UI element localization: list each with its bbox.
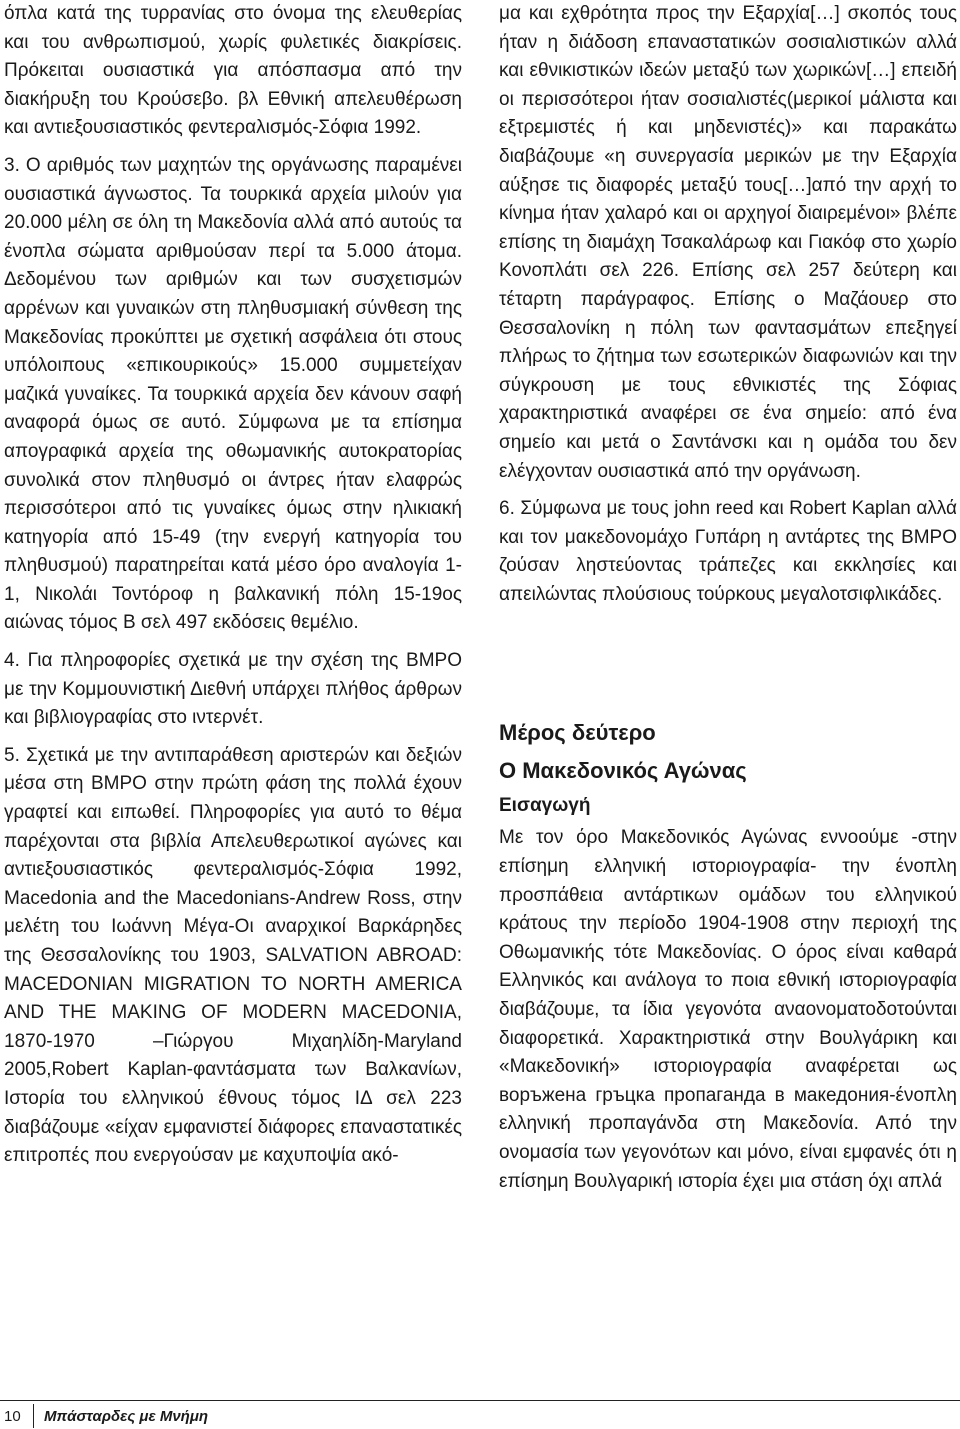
intro-paragraph: Με τον όρο Μακεδονικός Αγώνας εννοούμε -στην επίσημη ελληνική ιστοριογραφία- την ένοπλη προσπάθεια αντάρτικων ομάδων του ελληνικού κράτους την περίοδο 1904-1908 στην περιοχή της Οθωμανικής τότε Μακεδονίας. Ο όρος είναι καθαρά Ελληνικός και ανάλογα το ποια εθνική ιστοριογραφία διαβάζουμε, τα ίδια γεγονότα αναονοματοδοτούνται διαφορετικά. Χαρακτηριστικά στην Βουλγάρικη και «Μακεδονική» ιστοριογραφία αναφέρεται ως воръжена гръцка пропаганда в македония-ένοπλη ελληνική προπαγάνδα στη Μακεδονία. Από την ονομασία των γεγονότων και μόνο, είναι εμφανές ότι η επίσημη Βουλγαρική ιστορία έχει μια στάση όχι απλά xyxy=(499,827,957,1192)
paragraph-footnote-6: 6. Σύμφωνα με τους john reed και Robert Kaplan αλλά και τον μακεδονομάχο Γυπάρη η αντάρτες της ΒΜΡΟ ζούσαν ληστεύοντας τράπεζες και εκκλησίες και απειλώντας πλούσιους τούρκους μεγαλοτσιφλικάδες. xyxy=(499,498,957,605)
section-title: Ο Μακεδονικός Αγώνας xyxy=(499,758,747,784)
paragraph-footnote-3: 3. Ο αριθμός των μαχητών της οργάνωσης παραμένει ουσιαστικά άγνωστος. Τα τουρκικά αρχεία μιλούν για 20.000 μέλη σε όλη τη Μακεδονία αλλά από αυτούς τα ένοπλα σώματα αριθμούσαν περί τα 5.000 άτομα. Δεδομένου των αριθμών και των συσχετισμών αρρένων και γυναικών στη πληθυσμιακή σύνθεση της Μακεδονίας προκύπτει με σχετική ασφάλεια ότι στους υπόλοιπους «επικουρικούς» 15.000 συμμετείχαν μαζικά γυναίκες. Τα τουρκικά αρχεία δεν κάνουν σαφή αναφορά όμως σε αυτό. Σύμφωνα με τα επίσημα απογραφικά αρχεία της οθωμανικής αυτοκρατορίας συνολικά στον πληθυσμό οι άντρες ήταν ελαφρώς περισσότεροι από τις γυναίκες όμως στην ηλικιακή κατηγορία από 15-49 (την ενεργή κατηγορία του πληθυσμού) παρατηρείται κατά μέσο όρο αναλογία 1-1, Νικολάι Τοντόροφ η βαλκανική πόλη 15-19ος αιώνας τόμος Β σελ 497 εκδόσεις θεμέλιο. xyxy=(4,154,462,634)
footer-separator xyxy=(33,1404,34,1428)
right-column xyxy=(499,0,957,1205)
footer-divider xyxy=(0,1400,960,1401)
left-column xyxy=(4,0,462,1180)
paragraph-footnote-5: 5. Σχετικά με την αντιπαράθεση αριστερών και δεξιών μέσα στη ΒΜΡΟ στην πρώτη φάση της πολλά έχουν γραφτεί και ειπωθεί. Πληροφορίες για αυτό το θέμα παρέχονται στα βιβλία Απελευθερωτικοί αγώνες και αντιεξουσιαστικός φεντεραλισμός-Σόφια 1992, Macedonia and the Macedonians-Andrew Ross, στην μελέτη του Ιωάννη Μέγα-Οι αναρχικοί Βαρκάρηδες της Θεσσαλονίκης του 1903, SALVATION ABROAD: MACEDONIAN MIGRATION TO NORTH AMERICA AND THE MAKING OF MODERN MACEDONIA, 1870-1970 –Γιώργου Μιχαηλίδη-Maryland 2005,Robert Kaplan-φαντάσματα των Βαλκανίων, Ιστορία του ελληνικού έθνους τόμος ΙΔ σελ 223 διαβάζουμε «είχαν εμφανιστεί διάφορες επαναστατικές επιτροπές που ενεργούσαν με καχυποψία ακό- xyxy=(4,744,462,1167)
subheading: Εισαγωγή xyxy=(499,795,591,817)
page-number: 10 xyxy=(4,1408,21,1425)
paragraph-footnote-5-continued: μα και εχθρότητα προς την Εξαρχία[…] σκοπός τους ήταν η διάδοση επαναστατικών σοσιαλιστικών αλλά και εθνικιστικών ιδεών μεταξύ των χωρικών[…] επειδή οι περισσότεροι ήταν σοσιαλιστές(μερικοί μάλιστα και εξτρεμιστές ή και μηδενιστές)» και παρακάτω διαβάζουμε «η συνεργασία μερικών με την Εξαρχία αύξησε τις διαφορές μεταξύ τους[…]από την αρχή το κίνημα ήταν χαλαρό και οι αρχηγοί διαιρεμένοι» βλέπε επίσης τη διαμάχη Τσακαλάρωφ και Γιακόφ στο χωρίο Κονοπλάτι σελ 226. Επίσης σελ 257 δεύτερη και τέταρτη παράγραφος. Επίσης ο Μαζάουερ στο Θεσσαλονίκη η πόλη των φαντασμάτων επεξηγεί πλήρως το ζήτημα των εσωτερικών διαφωνιών και την σύγκρουση με τους εθνικιστές της Σόφιας χαρακτηριστικά αναφέρει σε ένα σημείο: από ένα σημείο και μετά ο Σαντάνσκι και η ομάδα του δεν ελέγχονταν ουσιαστικά από την οργάνωση. xyxy=(499,3,957,482)
paragraph-footnote-4: 4. Για πληροφορίες σχετικά με την σχέση της ΒΜΡΟ με την Κομμουνιστική Διεθνή υπάρχει πλήθος άρθρων και βιβλιογραφίας στο ιντερνέτ. xyxy=(4,650,462,729)
section-spacer xyxy=(499,618,957,714)
publication-title: Μπάσταρδες με Μνήμη xyxy=(44,1408,209,1425)
section-heading: Μέρος δεύτερο xyxy=(499,720,656,746)
paragraph-footnote-2-continued: όπλα κατά της τυρρανίας στο όνομα της ελευθερίας και του ανθρωπισμού, χωρίς φυλετικές διακρίσεις. Πρόκειται ουσιαστικά για απόσπασμα από την διακήρυξη του Κρούσεβο. βλ Εθνική απελευθέρωση και αντιεξουσιαστικός φεντεραλισμός-Σόφια 1992. xyxy=(4,3,462,139)
page-footer xyxy=(0,1400,960,1429)
